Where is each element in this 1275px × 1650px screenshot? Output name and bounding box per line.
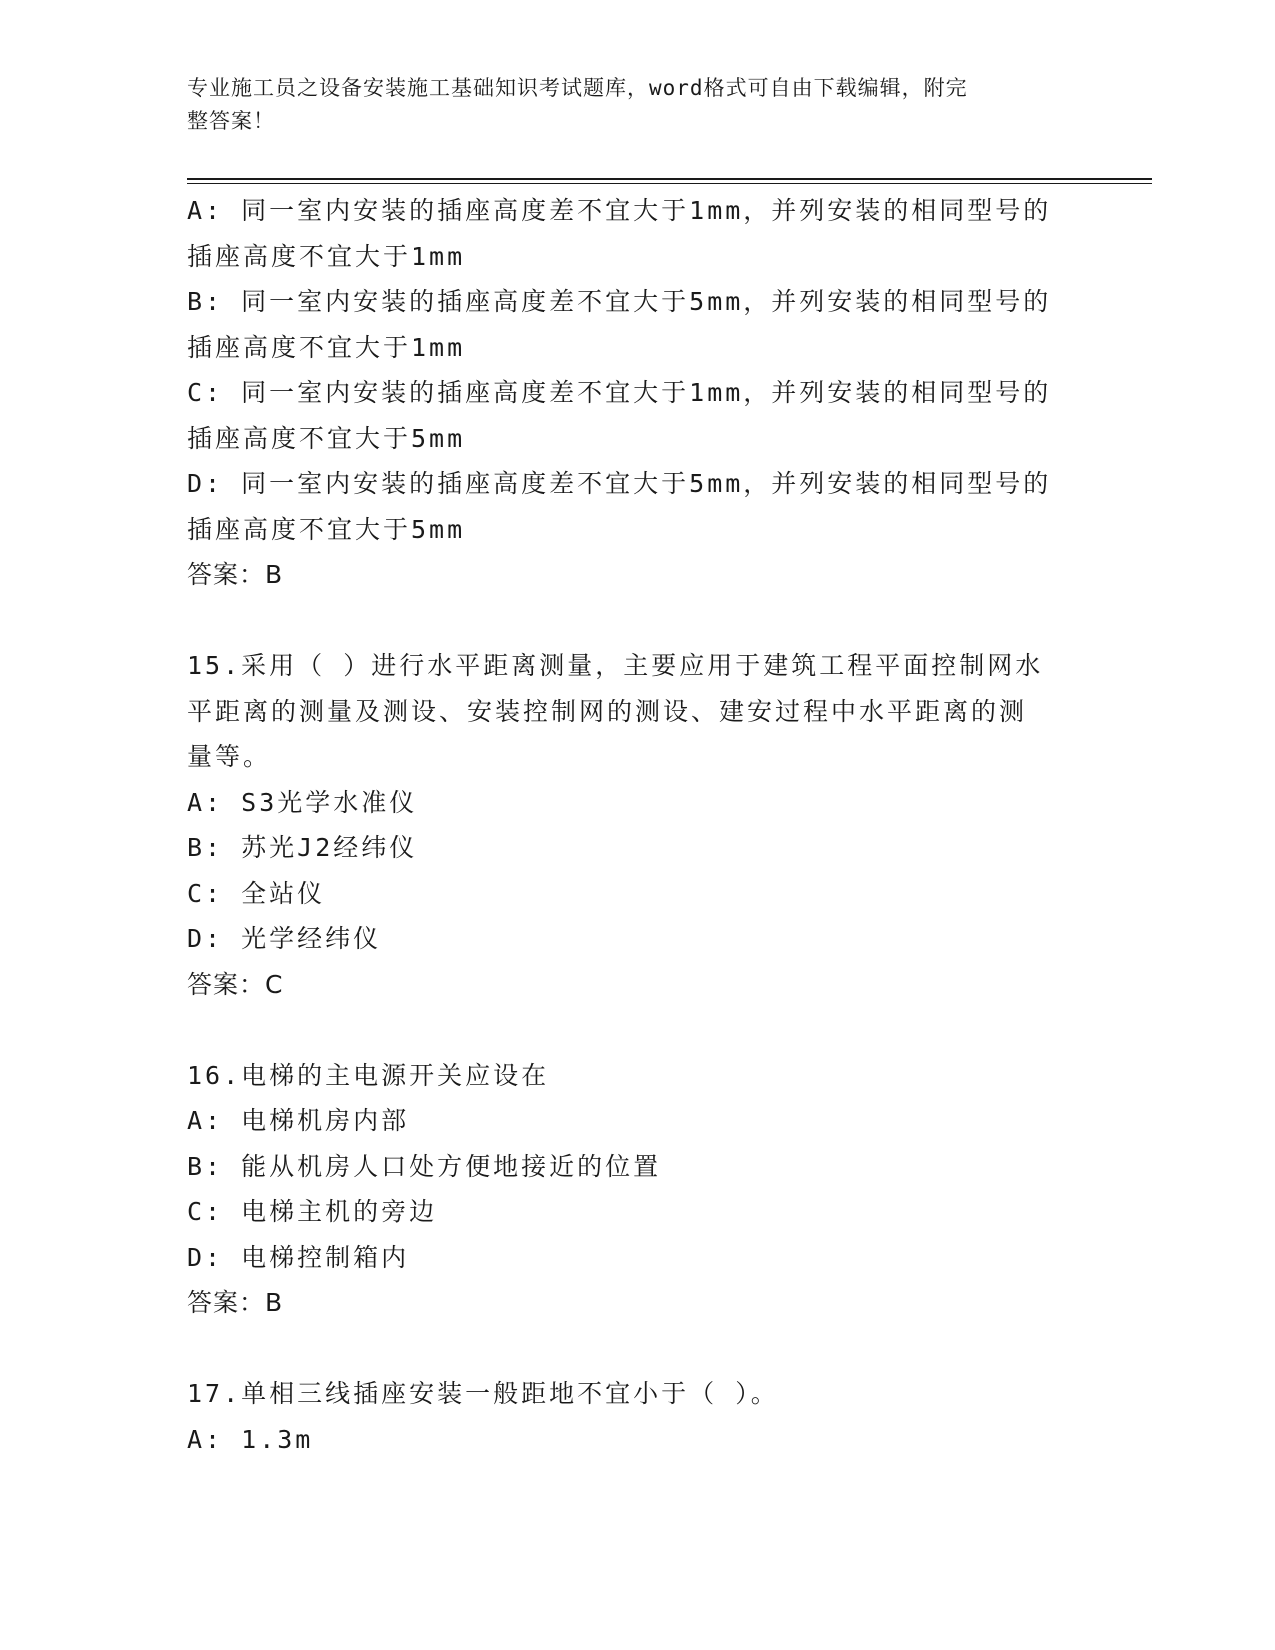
- spacer: [187, 1326, 1087, 1372]
- option-b: B: 能从机房人口处方便地接近的位置: [187, 1151, 662, 1181]
- option-c: C: 电梯主机的旁边: [187, 1197, 438, 1226]
- question-stem: 17.单相三线插座安装一般距地不宜小于（ ）。: [187, 1379, 779, 1408]
- option-d-line-2: 插座高度不宜大于5mm: [187, 514, 466, 544]
- option-a-line-2: 插座高度不宜大于1mm: [187, 241, 466, 271]
- document-header: [187, 72, 1067, 138]
- answer-14: 答案：B: [187, 560, 284, 589]
- question-list: [187, 188, 1087, 1462]
- option-a: A: 电梯机房内部: [187, 1106, 410, 1135]
- option-c-line-2: 插座高度不宜大于5mm: [187, 423, 466, 453]
- option-d-line-1: D: 同一室内安装的插座高度差不宜大于5mm，并列安装的相同型号的: [187, 469, 1052, 498]
- option-d: D: 电梯控制箱内: [187, 1242, 410, 1272]
- answer-15: 答案：C: [187, 969, 284, 999]
- question-16: [187, 1053, 1087, 1326]
- spacer: [187, 598, 1087, 644]
- spacer: [187, 1007, 1087, 1053]
- option-a: A: S3光学水准仪: [187, 787, 418, 817]
- header-line-1: 专业施工员之设备安装施工基础知识考试题库，word格式可自由下载编辑，附完: [187, 76, 968, 100]
- header-line-2: 整答案！: [187, 109, 275, 133]
- question-stem-line-2: 平距离的测量及测设、安装控制网的测设、建安过程中水平距离的测: [187, 696, 1028, 726]
- question-14: [187, 188, 1087, 598]
- option-a: A: 1.3m: [187, 1424, 314, 1454]
- question-17: [187, 1371, 1087, 1462]
- option-c-line-1: C: 同一室内安装的插座高度差不宜大于1mm，并列安装的相同型号的: [187, 378, 1052, 407]
- question-stem: 16.电梯的主电源开关应设在: [187, 1060, 550, 1090]
- option-c: C: 全站仪: [187, 878, 326, 908]
- header-rule-thick: [187, 178, 1152, 180]
- option-d: D: 光学经纬仪: [187, 924, 382, 953]
- option-b: B: 苏光J2经纬仪: [187, 833, 418, 862]
- option-b-line-2: 插座高度不宜大于1mm: [187, 332, 466, 362]
- option-b-line-1: B: 同一室内安装的插座高度差不宜大于5mm，并列安装的相同型号的: [187, 287, 1052, 316]
- option-a-line-1: A: 同一室内安装的插座高度差不宜大于1mm，并列安装的相同型号的: [187, 196, 1052, 225]
- question-stem-line-3: 量等。: [187, 742, 272, 771]
- answer-16: 答案：B: [187, 1288, 284, 1317]
- question-stem-line-1: 15.采用（ ）进行水平距离测量，主要应用于建筑工程平面控制网水: [187, 651, 1044, 680]
- header-rule-thin: [187, 183, 1152, 184]
- question-15: [187, 643, 1087, 1007]
